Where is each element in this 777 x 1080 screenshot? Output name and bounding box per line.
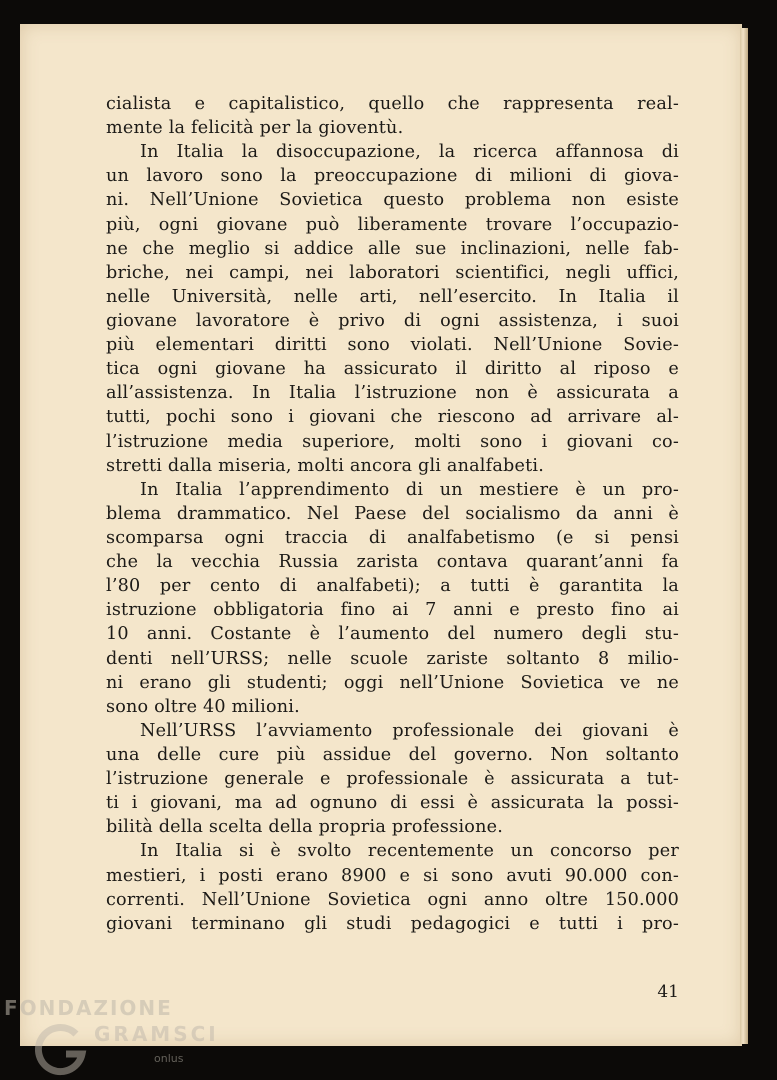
text-line: l’80 per cento di analfabeti); a tutti è garantita la — [106, 576, 679, 597]
text-line: nelle Università, nelle arti, nell’esercito. In Italia il — [106, 286, 679, 307]
text-line: giovane lavoratore è privo di ogni assistenza, i suoi — [106, 310, 679, 331]
text-line: scomparsa ogni traccia di analfabetismo (e si pensi — [106, 527, 679, 548]
body-text — [106, 92, 679, 936]
paragraph-first-line: In Italia si è svolto recentemente un concorso per — [140, 841, 679, 862]
paragraph-first-line: In Italia la disoccupazione, la ricerca affannosa di — [140, 142, 679, 163]
text-line: sono oltre 40 milioni. — [106, 696, 300, 717]
text-line: all’assistenza. In Italia l’istruzione non è assicurata a — [106, 383, 679, 404]
text-line: un lavoro sono la preoccupazione di milioni di giova- — [106, 166, 679, 187]
text-line: l’istruzione media superiore, molti sono i giovani co- — [106, 431, 679, 452]
text-line: più, ogni giovane può liberamente trovare l’occupazio- — [106, 214, 679, 235]
paragraph-first-line: Nell’URSS l’avviamento professionale dei giovani è — [140, 720, 679, 741]
watermark-suffix: onlus — [154, 1052, 184, 1065]
watermark-fondazione-gramsci — [4, 994, 219, 1074]
text-line: briche, nei campi, nei laboratori scientifici, negli uffici, — [106, 262, 679, 283]
text-line: l’istruzione generale e professionale è assicurata a tut- — [106, 769, 679, 790]
page-number: 41 — [657, 982, 679, 1002]
text-line: più elementari diritti sono violati. Nell’Unione Sovie- — [106, 335, 679, 356]
text-line: tica ogni giovane ha assicurato il diritto al riposo e — [106, 359, 679, 380]
text-line: blema drammatico. Nel Paese del socialismo da anni è — [106, 503, 679, 524]
text-line: denti nell’URSS; nelle scuole zariste soltanto 8 milio- — [106, 648, 679, 669]
text-line: una delle cure più assidue del governo. Non soltanto — [106, 744, 679, 765]
text-line: ne che meglio si addice alle sue inclinazioni, nelle fab- — [106, 238, 679, 259]
text-line: mente la felicità per la gioventù. — [106, 118, 404, 139]
watermark-line1: FONDAZIONE — [4, 996, 173, 1020]
text-line: istruzione obbligatoria fino ai 7 anni e presto fino ai — [106, 600, 679, 621]
text-line: stretti dalla miseria, molti ancora gli analfabeti. — [106, 455, 544, 476]
text-line: bilità della scelta della propria professione. — [106, 817, 504, 838]
text-line: giovani terminano gli studi pedagogici e tutti i pro- — [106, 913, 679, 934]
text-line: cialista e capitalistico, quello che rappresenta real- — [106, 94, 679, 114]
paragraph-first-line: In Italia l’apprendimento di un mestiere è un pro- — [140, 479, 679, 500]
text-line: correnti. Nell’Unione Sovietica ogni anno oltre 150.000 — [106, 889, 679, 910]
text-line: ni. Nell’Unione Sovietica questo problema non esiste — [106, 190, 679, 211]
text-line: ti i giovani, ma ad ognuno di essi è assicurata la possi- — [106, 793, 679, 814]
gramsci-logo-icon — [32, 1020, 92, 1076]
watermark-line2: GRAMSCI — [94, 1022, 219, 1046]
text-line: che la vecchia Russia zarista contava quarant’anni fa — [106, 552, 679, 573]
text-line: tutti, pochi sono i giovani che riescono ad arrivare al- — [106, 407, 679, 428]
text-line: mestieri, i posti erano 8900 e si sono avuti 90.000 con- — [106, 865, 679, 886]
text-line: 10 anni. Costante è l’aumento del numero degli stu- — [106, 624, 679, 645]
text-line: ni erano gli studenti; oggi nell’Unione Sovietica ve ne — [106, 672, 679, 693]
page-edge — [740, 28, 748, 1044]
